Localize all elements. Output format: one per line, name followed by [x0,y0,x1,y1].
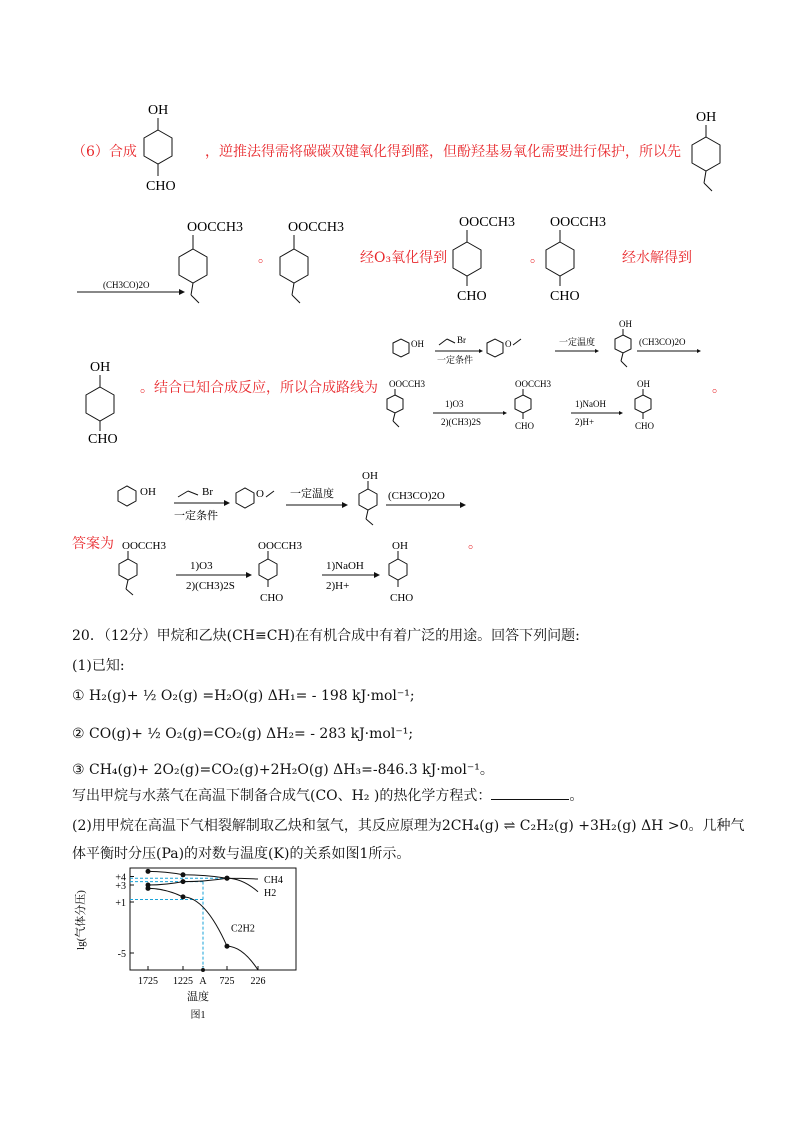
ac2o-label: (CH3CO)2O [639,337,686,347]
q20-eq2: ② CO(g)+ ½ O₂(g)=CO₂(g) ΔH₂= - 283 kJ·mol⁻¹; [72,726,414,742]
oocch3-label: OOCCH3 [258,540,303,552]
data-point [181,872,186,877]
period-1: 。 [258,250,272,266]
data-point [146,869,151,874]
oh-label: OH [637,379,650,389]
oh-label: OH [90,360,111,375]
cond-wendu: 一定温度 [559,337,596,347]
data-point [181,894,186,899]
oocch3-label: OOCCH3 [389,379,426,389]
synthesis-route-small [375,315,705,455]
q20-sub1: (1)已知: [72,658,125,674]
part6-intro-text: ，逆推法得需将碳碳双键氧化得到醛，但酚羟基易氧化需要进行保护，所以先 [205,144,681,160]
oh-label: OH [411,339,424,349]
cho-label: CHO [515,421,535,431]
cond-yiding: 一定条件 [174,510,218,522]
hydrolysis-text: 经水解得到 [622,250,692,266]
cho-label: CHO [457,289,487,304]
cho-label: CHO [260,592,284,604]
data-point [225,876,230,881]
x-tick-label: 725 [219,976,235,987]
q20-ask1 [72,786,583,806]
acetoxybenzaldehyde-structure-2 [540,210,635,305]
y-tick-label: +1 [115,898,126,909]
hydroxybenzaldehyde-structure [130,100,200,195]
hplus-label: 2)H+ [326,580,350,592]
oocch3-label: OOCCH3 [459,215,516,230]
naoh-label: 1)NaOH [575,399,606,409]
oocch3-label: OOCCH3 [515,379,552,389]
cho-label: CHO [88,432,118,447]
answer-label: 答案为 [72,536,114,552]
cho-label: CHO [146,179,176,194]
series-line-h2 [148,878,258,892]
oocch3-label: OOCCH3 [122,540,167,552]
o3-label: 1)O3 [190,560,213,572]
data-point [225,944,230,949]
cond-yiding: 一定条件 [437,355,474,365]
x-tick-label: 1225 [173,976,193,987]
acetoxystyrene-structure-1 [165,215,260,310]
x-tick-label: 226 [250,976,266,987]
answer-blank [491,787,569,800]
a-point [201,968,205,972]
ozone-text: 经O₃氧化得到 [360,250,448,266]
oh-label: OH [392,540,408,552]
partial-pressure-chart [70,860,310,1025]
y-tick-label: +3 [115,881,126,892]
data-point [146,886,151,891]
oocch3-label: OOCCH3 [187,220,244,235]
answer-period: 。 [468,536,482,552]
cho-label: CHO [390,592,414,604]
oh-label: OH [362,470,378,482]
q20-sub2-line1: (2)用甲烷在高温下气相裂解制取乙炔和氢气，其反应原理为2CH₄(g) ⇌ C₂H₂(g) +3H₂(g) ΔH >0。几种气 [72,818,745,834]
x-tick-label: A [199,976,207,987]
ac2o-label: (CH3CO)2O [388,490,445,502]
period-3: 。 [712,380,726,396]
vinylphenol-structure [680,105,740,200]
naoh-label: 1)NaOH [326,560,364,572]
data-point [181,879,186,884]
period-2: 。 [530,250,544,266]
acetoxystyrene-structure-2 [270,215,365,310]
y-tick-label: +4 [115,872,126,884]
x-axis-label: 温度 [187,991,209,1003]
oocch3-label: OOCCH3 [550,215,607,230]
o3-label: 1)O3 [445,399,464,409]
oh-label: OH [696,110,717,125]
q20-eq1: ① H₂(g)+ ½ O₂(g) =H₂O(g) ΔH₁= - 198 kJ·mol⁻¹; [72,688,415,704]
cond-wendu: 一定温度 [290,488,334,500]
x-tick-label: 1725 [138,976,158,987]
figure-caption: 图1 [190,1010,206,1021]
series-label: H2 [264,887,277,899]
o-label: O [256,488,264,500]
q20-ask1-text: 写出甲烷与水蒸气在高温下制备合成气(CO、H₂ )的热化学方程式： [72,788,492,804]
cho-label: CHO [550,289,580,304]
oh-label: OH [140,486,156,498]
q20-eq3: ③ CH₄(g)+ 2O₂(g)=CO₂(g)+2H₂O(g) ΔH₃=-846.3 kJ·mol⁻¹。 [72,762,494,778]
me2s-label: 2)(CH3)2S [186,580,235,592]
reagent-label: (CH3CO)2O [103,280,150,290]
synthesis-route-answer [110,465,470,615]
y-axis-label: lg(气体分压) [75,890,87,950]
o-label: O [505,339,512,349]
br-label: Br [457,335,466,345]
route-text: 。结合已知合成反应，所以合成路线为 [140,380,378,396]
me2s-label: 2)(CH3)2S [441,417,481,427]
hydroxybenzaldehyde-structure-3 [70,355,140,450]
hplus-label: 2)H+ [575,417,595,427]
oh-label: OH [619,319,632,329]
oocch3-label: OOCCH3 [288,220,345,235]
q20-title: 20．（12分）甲烷和乙炔(CH≡CH)在有机合成中有着广泛的用途。回答下列问题: [72,628,580,644]
acetoxybenzaldehyde-structure-1 [445,210,540,305]
part6-intro-label: （6）合成 [72,144,137,160]
cho-label: CHO [635,421,655,431]
series-label: C2H2 [231,923,255,935]
q20-sub2-line2: 体平衡时分压(Pa)的对数与温度(K)的关系如图1所示。 [72,846,411,862]
br-label: Br [202,486,213,498]
oh-label: OH [148,103,169,118]
y-tick-label: -5 [117,949,126,960]
series-label: CH4 [264,875,283,887]
q20-ask1-end: 。 [569,788,584,804]
